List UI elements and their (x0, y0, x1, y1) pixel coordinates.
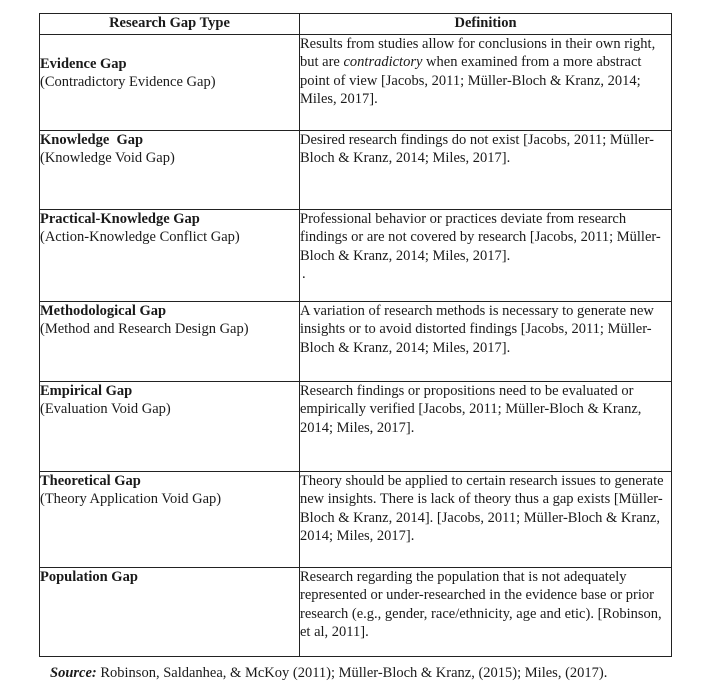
gap-alt-name: (Evaluation Void Gap) (40, 401, 171, 418)
gap-name: Theoretical Gap (40, 473, 141, 489)
table-row (40, 302, 672, 382)
gap-definition: A variation of research methods is necessary to generate new insights or to avoid distorted findings [Jacobs, 2011; Müller-Bloch & Kranz, 2014; Miles, 2017]. (300, 302, 672, 382)
gap-type-cell (40, 302, 300, 382)
gap-name: Empirical Gap (40, 383, 133, 399)
gap-definition: Professional behavior or practices deviate from research findings or are not covered by research [Jacobs, 2011; Müller-Bloch & Kranz, 2014; Miles, 2017]. . (300, 210, 672, 302)
table-row (40, 35, 672, 131)
gap-name: Population Gap (40, 569, 138, 585)
source-label: Source: (50, 665, 97, 681)
gap-type-cell (40, 35, 300, 131)
research-gap-table (39, 13, 672, 657)
gap-name: Practical-Knowledge Gap (40, 211, 200, 227)
gap-alt-name: (Action-Knowledge Conflict Gap) (40, 229, 240, 246)
gap-definition: Results from studies allow for conclusions in their own right, but are contradictory when examined from a more abstract point of view [Jacobs, 2011; Müller-Bloch & Kranz, 2014; Miles, 2017]. (300, 35, 672, 131)
stray-dot: . (302, 266, 306, 283)
table-row (40, 131, 672, 210)
header-definition: Definition (300, 14, 672, 35)
table-header-row (40, 14, 672, 35)
gap-alt-name: (Knowledge Void Gap) (40, 150, 175, 167)
table-row (40, 472, 672, 568)
source-citation (50, 665, 607, 682)
table-row (40, 210, 672, 302)
gap-name: Knowledge Gap (40, 132, 144, 148)
header-type: Research Gap Type (40, 14, 300, 35)
gap-alt-name: (Theory Application Void Gap) (40, 491, 222, 508)
gap-type-cell (40, 210, 300, 302)
gap-definition: Theory should be applied to certain research issues to generate new insights. There is lack of theory thus a gap exists [Müller-Bloch & Kranz, 2014]. [Jacobs, 2011; Müller-Bloch & Kranz, 2014; Miles, 2017]. (300, 472, 672, 568)
table-row (40, 382, 672, 472)
gap-name: Methodological Gap (40, 303, 167, 319)
gap-alt-name: (Contradictory Evidence Gap) (40, 74, 216, 91)
gap-type-cell (40, 131, 300, 210)
gap-name: Evidence Gap (40, 56, 127, 72)
table-row (40, 568, 672, 657)
source-text: Robinson, Saldanhea, & McKoy (2011); Müller-Bloch & Kranz, (2015); Miles, (2017). (96, 665, 608, 681)
gap-type-cell (40, 472, 300, 568)
gap-type-cell (40, 382, 300, 472)
gap-definition: Research findings or propositions need to be evaluated or empirically verified [Jacobs, 2011; Müller-Bloch & Kranz, 2014; Miles, 2017]. (300, 382, 672, 472)
gap-definition: Desired research findings do not exist [Jacobs, 2011; Müller-Bloch & Kranz, 2014; Miles, 2017]. (300, 131, 672, 210)
gap-type-cell (40, 568, 300, 657)
gap-alt-name: (Method and Research Design Gap) (40, 321, 249, 338)
gap-definition: Research regarding the population that is not adequately represented or under-researched in the evidence base or prior research (e.g., gender, race/ethnicity, age and etic). [Robinson, et al, 2011]. (300, 568, 672, 657)
